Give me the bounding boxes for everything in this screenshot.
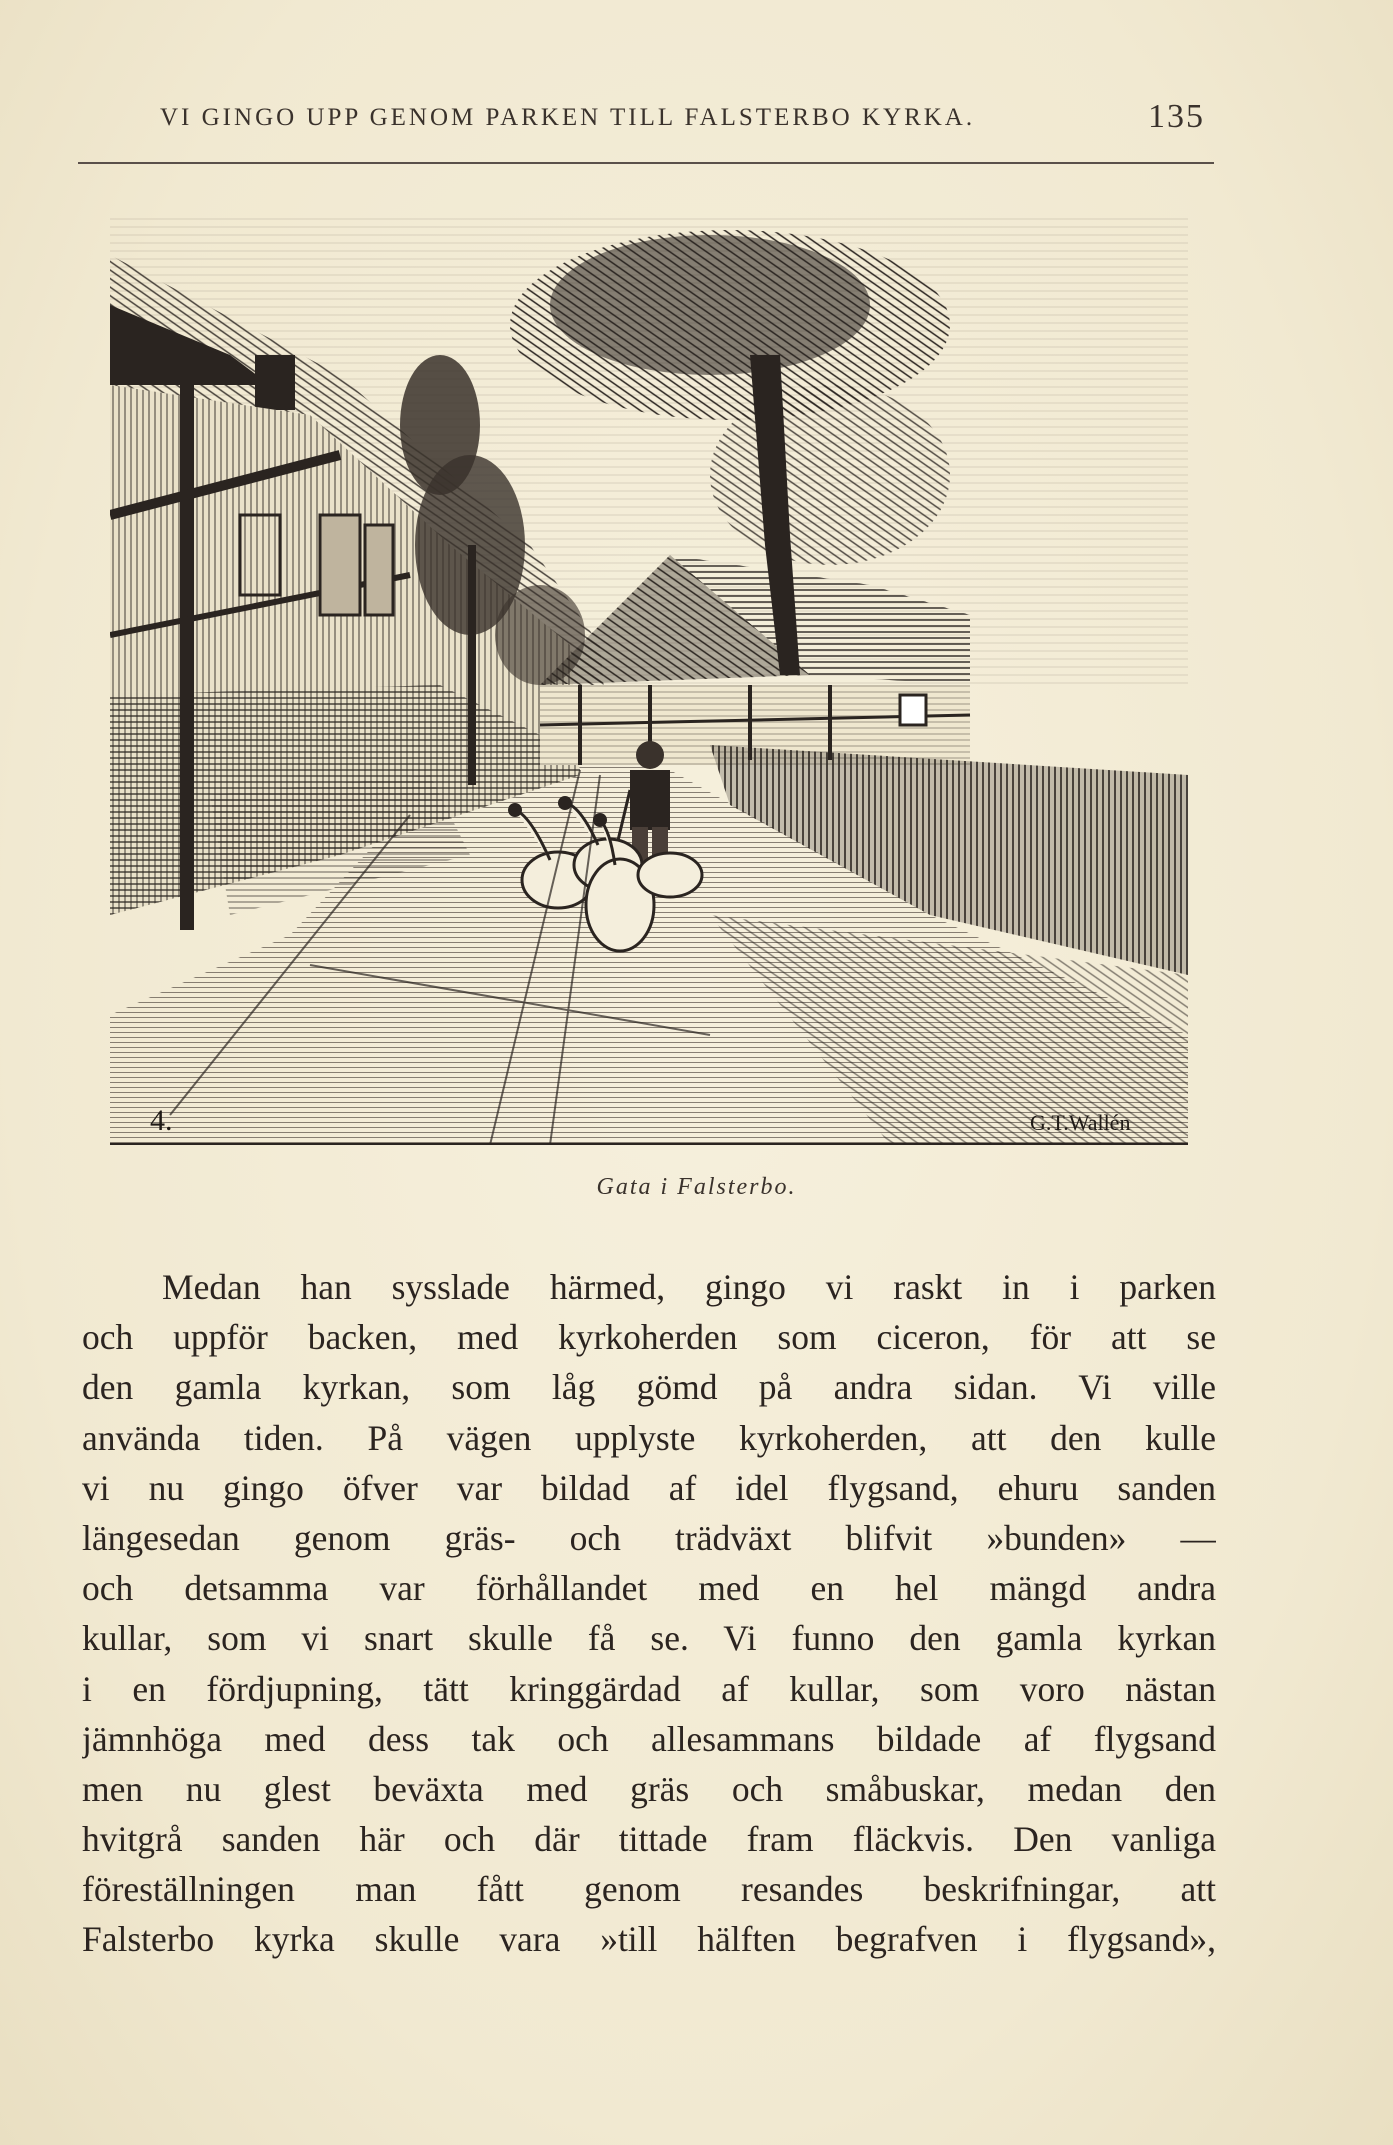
body-text <box>82 1262 1216 1965</box>
running-title: VI GINGO UPP GENOM PARKEN TILL FALSTERBO KYRKA. <box>160 104 976 131</box>
text-line: Medan han sysslade härmed, gingo vi raskt in i parken <box>162 1267 1216 1307</box>
street-engraving <box>110 215 1188 1145</box>
text-line: men nu glest beväxta med gräs och småbuskar, medan den <box>82 1768 1216 1809</box>
text-line: vi nu gingo öfver var bildad af idel flygsand, ehuru sanden <box>82 1467 1216 1508</box>
text-line: i en fördjupning, tätt kringgärdad af kullar, som voro nästan <box>82 1668 1216 1709</box>
text-line: hvitgrå sanden här och där tittade fram fläckvis. Den vanliga <box>82 1819 1216 1860</box>
text-line: och uppför backen, med kyrkoherden som ciceron, för att se <box>82 1317 1216 1358</box>
text-line: Falsterbo kyrka skulle vara »till hälften begrafven i flygsand», <box>82 1919 1216 1960</box>
header-rule <box>78 162 1214 164</box>
text-line: och detsamma var förhållandet med en hel mängd andra <box>82 1568 1216 1609</box>
text-line: den gamla kyrkan, som låg gömd på andra sidan. Vi ville <box>82 1367 1216 1408</box>
signature-right: G.T.Wallén <box>1030 1110 1131 1135</box>
text-line: kullar, som vi snart skulle få se. Vi funno den gamla kyrkan <box>82 1618 1216 1659</box>
signature-left: 4. <box>150 1104 173 1137</box>
text-line: föreställningen man fått genom resandes beskrifningar, att <box>82 1869 1216 1910</box>
figure-caption: Gata i Falsterbo. <box>596 1174 797 1200</box>
text-line: jämnhöga med dess tak och allesammans bildade af flygsand <box>82 1718 1216 1759</box>
page-number: 135 <box>1148 98 1205 135</box>
text-line: använda tiden. På vägen upplyste kyrkoherden, att den kulle <box>82 1417 1216 1458</box>
text-line: längesedan genom gräs- och trädväxt blifvit »bunden» — <box>82 1517 1216 1558</box>
